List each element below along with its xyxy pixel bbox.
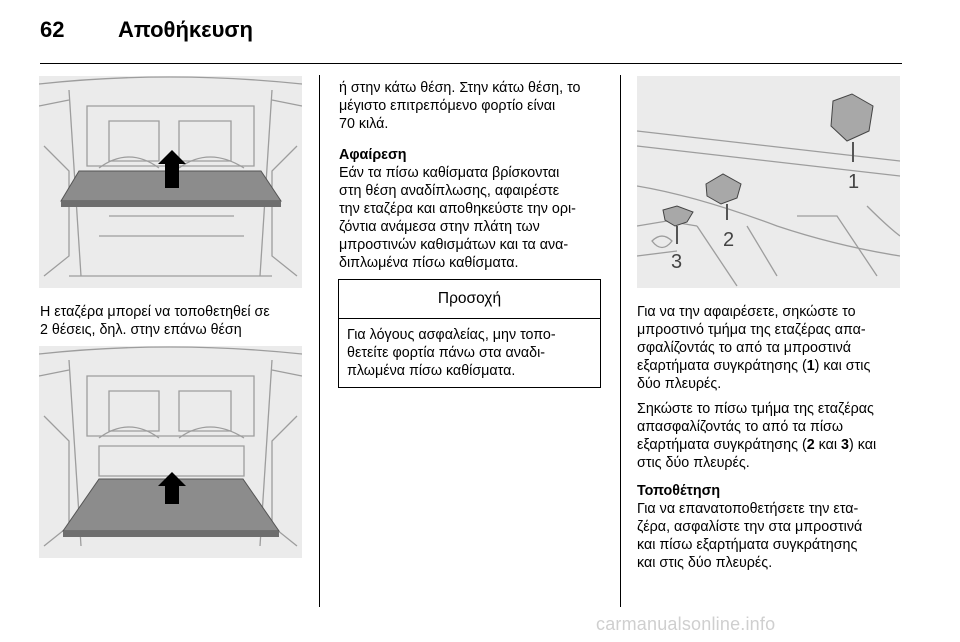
text-line: Εάν τα πίσω καθίσματα βρίσκονται (339, 165, 560, 181)
column-divider-1 (319, 75, 320, 607)
watermark: carmanualsonline.info (596, 614, 776, 634)
removal-steps-front (637, 303, 912, 393)
caution-title: Προσοχή (437, 290, 502, 307)
text-line: ζόντια ανάμεσα στην πλάτη των (339, 219, 540, 235)
removal-section (339, 146, 609, 272)
text-line: 70 κιλά. (339, 116, 389, 132)
page-number: 62 (40, 17, 65, 42)
text-line: ή στην κάτω θέση. Στην κάτω θέση, το (339, 80, 581, 96)
text-line: Για να επανατοποθετήσετε την ετα- (637, 501, 859, 517)
text-span: ) και (849, 437, 877, 453)
figure-shelf-lower-position (39, 346, 302, 558)
callout-1: 1 (848, 171, 860, 193)
text-span: ) και στις (814, 358, 871, 374)
text-line: και πίσω εξαρτήματα συγκράτησης (637, 537, 858, 553)
caution-body (347, 326, 597, 380)
text-span: και (814, 437, 842, 453)
callout-3: 3 (671, 251, 683, 273)
text-span: εξαρτήματα συγκράτησης ( (637, 358, 807, 374)
text-line (637, 357, 912, 375)
text-line: την εταζέρα και αποθηκεύστε την ορι- (339, 201, 576, 217)
installation-heading: Τοποθέτηση (637, 483, 721, 499)
ref-number: 3 (841, 437, 849, 453)
ref-number: 1 (806, 358, 815, 374)
text-line (637, 436, 912, 454)
text-line: Η εταζέρα μπορεί να τοποθετηθεί σε (40, 304, 270, 320)
column-divider-2 (620, 75, 621, 607)
text-line: στη θέση αναδίπλωσης, αφαιρέστε (339, 183, 560, 199)
page-title: Αποθήκευση (118, 17, 253, 42)
text-line: Σηκώστε το πίσω τμήμα της εταζέρας (637, 401, 874, 417)
removal-heading: Αφαίρεση (339, 147, 407, 163)
text-line: σφαλίζοντάς το από τα μπροστινά (637, 340, 852, 356)
text-line: Για λόγους ασφαλείας, μην τοπο- (347, 327, 556, 343)
installation-section (637, 482, 912, 572)
ref-number: 2 (806, 437, 815, 453)
figure-shelf-mounts (637, 76, 900, 288)
text-line: μέγιστο επιτρεπόμενο φορτίο είναι (339, 98, 556, 114)
callout-2: 2 (723, 229, 735, 251)
caution-rule (339, 318, 600, 319)
text-line: μπροστινό τμήμα της εταζέρας απα- (637, 322, 866, 338)
figure-shelf-upper-position (39, 76, 302, 288)
text-span: εξαρτήματα συγκράτησης ( (637, 437, 807, 453)
text-line: Για να την αφαιρέσετε, σηκώστε το (637, 304, 856, 320)
text-line: δύο πλευρές. (637, 376, 722, 392)
header-rule (40, 63, 902, 64)
text-line: πλωμένα πίσω καθίσματα. (347, 363, 516, 379)
removal-steps-rear (637, 400, 912, 472)
text-line: διπλωμένα πίσω καθίσματα. (339, 255, 519, 271)
page-header (0, 0, 960, 64)
text-line: μπροστινών καθισμάτων και τα ανα- (339, 237, 569, 253)
caution-box (338, 279, 601, 388)
text-line: 2 θέσεις, δηλ. στην επάνω θέση (40, 322, 242, 338)
text-line: θετείτε φορτία πάνω στα αναδι- (347, 345, 546, 361)
intro-text (339, 79, 609, 133)
text-line: στις δύο πλευρές. (637, 455, 750, 471)
text-line: ζέρα, ασφαλίστε την στα μπροστινά (637, 519, 863, 535)
text-line: και στις δύο πλευρές. (637, 555, 773, 571)
caption-column-1 (40, 303, 310, 339)
text-line: απασφαλίζοντάς το από τα πίσω (637, 419, 844, 435)
